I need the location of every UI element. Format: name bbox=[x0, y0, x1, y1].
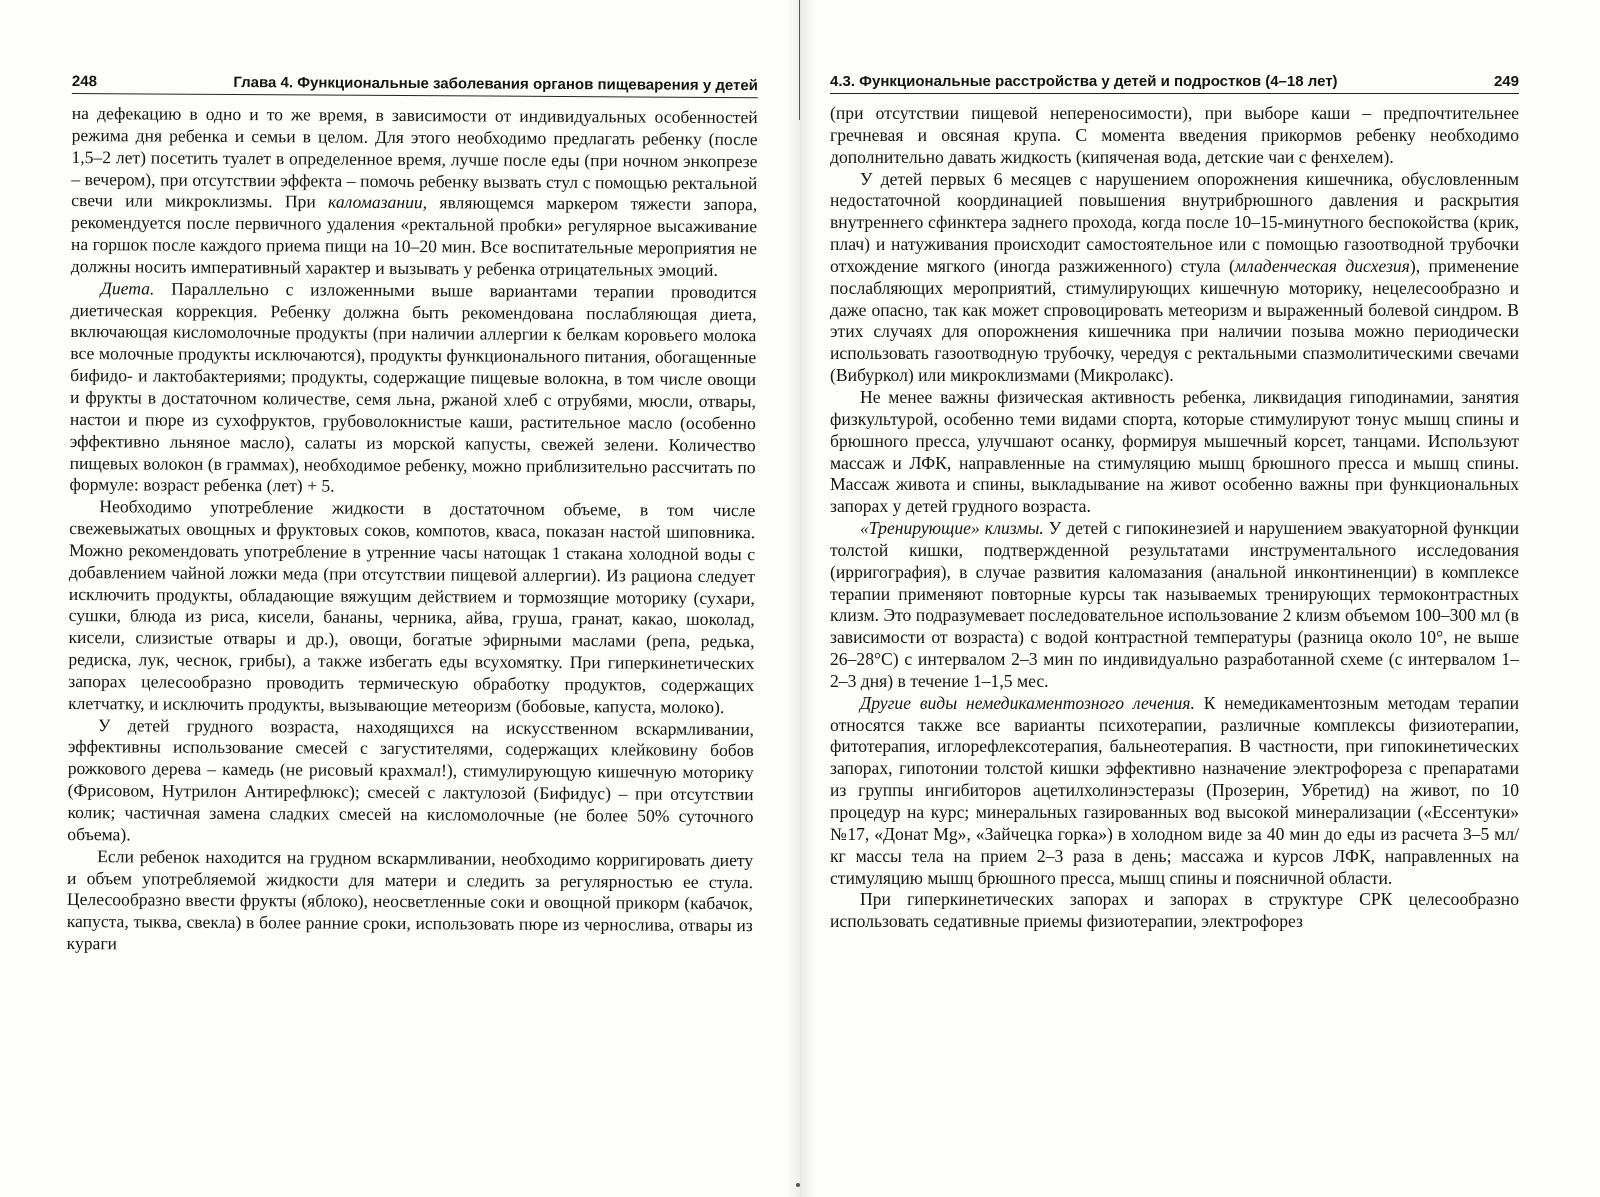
paragraph: «Тренирующие» клизмы. У детей с гипокинезией и нарушением эвакуаторной функции толстой кишки, подтвержденной результатами инструментального исследования (ирригография), в случае развития каломазания (анальной инконтиненции) в комплексе терапии применяют повторные курсы так называемых тренирующих термоконтрастных клизм. Это подразумевает последовательное использование 2 клизм объемом 100–300 мл (в зависимости от возраста) с водой контрастной температуры (разница около 10°, не выше 26–28°C) с интервалом 2–3 мин по индивидуально разработанной схеме (с интервалом 1–2–3 дня) в течение 1–1,5 мес. bbox=[830, 518, 1519, 691]
left-page bbox=[67, 72, 758, 959]
paragraph: Необходимо употребление жидкости в достаточном объеме, в том числе свежевыжатых овощных и фруктовых соков, компотов, кваса, показан настой шиповника. Можно рекомендовать употребление в утренние часы натощак 1 стакана холодной воды с добавлением чайной ложки меда (при отсутствии пищевой аллергии). Из рациона следует исключить продукты, обладающие вяжущим действием и тормозящие моторику (сухари, сушки, блюда из риса, кисели, бананы, черника, айва, груша, гранат, какао, шоколад, кисели, слизистые отвары и др.), овощи, богатые эфирными маслами (репа, редька, редиска, лук, чеснок, грибы), а также избегать еды всухомятку. При гиперкинетических запорах целесообразно проводить термическую обработку продуктов, содержащих клетчатку, и исключить продукты, вызывающие метеоризм (бобовые, капуста, молоко). bbox=[68, 496, 756, 717]
paragraph: (при отсутствии пищевой непереносимости), при выборе каши – предпочтительнее гречневая и овсяная крупа. С момента введения прикормов ребенку необходимо дополнительно давать жидкость (кипяченая вода, детские чаи с фенхелем). bbox=[830, 103, 1519, 167]
right-running-head bbox=[830, 72, 1519, 94]
paragraph: Другие виды немедикаментозного лечения. К немедикаментозным методам терапии относятся также все варианты психотерапии, различные комплексы физиотерапии, фитотерапия, иглорефлексотерапия, бальнеотерапия. В частности, при гипокинетических запорах, гипотонии толстой кишки эффективно назначение электрофореза с препаратами из группы ингибиторов ацетилхолинэстеразы (Прозерин, Убретид) на живот, по 10 процедур на курс; минеральных газированных вод высокой минерализации («Ессентуки» №17, «Донат Mg», «Зайчецка горка») в холодном виде за 40 мин до еды из расчета 3–5 мл/кг массы тела на прием 2–3 раза в день; массажа и курсов ЛФК, направленных на стимуляцию мышц брюшного пресса, мышц спины и поясничной области. bbox=[830, 692, 1519, 888]
gutter-mark bbox=[796, 1183, 800, 1187]
right-page-number: 249 bbox=[1493, 73, 1519, 90]
italic-term: младенческая дисхезия bbox=[1234, 255, 1410, 276]
left-page-number: 248 bbox=[71, 72, 98, 91]
section-heading-italic: Другие виды немедикаментозного лечения. bbox=[860, 692, 1195, 713]
section-heading-italic: «Тренирующие» клизмы. bbox=[860, 518, 1044, 539]
section-heading-italic: Диета. bbox=[100, 277, 155, 299]
paragraph: У детей первых 6 месяцев с нарушением опорожнения кишечника, обусловленным недостаточной координацией повышения внутрибрюшного давления и раскрытия внутреннего сфинктера заднего прохода, когда после 10–15-минутного беспокойства (крик, плач) и натуживания происходит самостоятельное или с помощью газоотводной трубочки отхождение мягкого (иногда разжиженного) стула (младенческая дисхезия), применение послабляющих мероприятий, стимулирующих кишечную моторику, нецелесообразно и даже опасно, так как может спровоцировать метеоризм и выраженный болевой синдром. В этих случаях для опорожнения кишечника при наличии позыва можно периодически использовать газоотводную трубочку, чередуя с ректальными спазмолитическими свечами (Вибуркол) или микроклизмами (Микролакс). bbox=[830, 168, 1519, 386]
paragraph: При гиперкинетических запорах и запорах в структуре СРК целесообразно использовать седативные приемы физиотерапии, электрофорез bbox=[830, 889, 1519, 932]
right-page bbox=[830, 72, 1519, 933]
paragraph: У детей грудного возраста, находящихся на искусственном вскармливании, эффективны использование смесей с загустителями, содержащих клейковину бобов рожкового дерева – камедь (не рисовый крахмал!), стимулирующую кишечную моторику (Фрисовом, Нутрилон Антирефлюкс); смесей с лактулозой (Бифидус) – при отсутствии колик; частичная замена сладких смесей на кисломолочные (не более 50% суточного объема). bbox=[67, 714, 755, 845]
paragraph: Диета. Параллельно с изложенными выше вариантами терапии проводится диетическая коррекция. Ребенку должна быть рекомендована послабляющая диета, включающая кисломолочные продукты (при наличии аллергии к белкам коровьего молока все молочные продукты исключаются), продукты функционального питания, обогащенные бифидо- и лактобактериями; продукты, содержащие пищевые волокна, в том числе овощи и фрукты в достаточном количестве, семя льна, ржаной хлеб с отрубями, мюсли, отвары, настои и пюре из сухофруктов, грубоволокнистые каши, растительное масло (особенно эффективно льняное масло), салаты из морской капусты, свежей зелени. Количество пищевых волокон (в граммах), необходимое ребенку, можно приблизительно рассчитать по формуле: возраст ребенка (лет) + 5. bbox=[69, 277, 757, 496]
paragraph: Если ребенок находится на грудном вскармливании, необходимо корригировать диету и объем употребляемой жидкости для матери и следить за регулярностью ее стула. Целесообразно ввести фрукты (яблоко), неосветленные соки и овощной прикорм (кабачок, капуста, тыква, свекла) в более ранние сроки, использовать пюре из чернослива, отвары из кураги bbox=[66, 845, 754, 954]
right-running-title: 4.3. Функциональные расстройства у детей и подростков (4–18 лет) bbox=[830, 73, 1338, 90]
left-running-title: Глава 4. Функциональные заболевания органов пищеварения у детей bbox=[233, 73, 758, 95]
gutter-line bbox=[799, 0, 800, 120]
right-body-text bbox=[830, 103, 1519, 933]
paragraph: Не менее важны физическая активность ребенка, ликвидация гиподинамии, занятия физкультурой, особенно теми видами спорта, которые стимулируют тонус мышц спины и брюшного пресса, улучшают осанку, формируя мышечный корсет, танцами. Используют массаж и ЛФК, направленные на стимуляцию мышц брюшного пресса и мышц спины. Массаж живота и спины, выкладывание на живот особенно важны при функциональных запорах у детей грудного возраста. bbox=[830, 386, 1519, 517]
italic-term: каломазании, bbox=[328, 191, 428, 213]
left-body-text bbox=[67, 103, 758, 959]
paragraph: на дефекацию в одно и то же время, в зависимости от индивидуальных особенностей режима дня ребенка и семьи в целом. Для этого необходимо предлагать ребенку (после 1,5–2 лет) посетить туалет в определенное время, лучше после еды (при ночном энкопрезе – вечером), при отсутствии эффекта – помочь ребенку вызвать стул с помощью ректальной свечи или микроклизмы. При каломазании, являющемся маркером тяжести запора, рекомендуется после первичного удаления «ректальной пробки» регулярное высаживание на горшок после каждого приема пищи на 10–20 мин. Все воспитательные мероприятия не должны носить императивный характер и вызывать у ребенка отрицательных эмоций. bbox=[70, 102, 758, 280]
book-gutter bbox=[786, 0, 816, 1197]
left-running-head bbox=[72, 72, 758, 98]
